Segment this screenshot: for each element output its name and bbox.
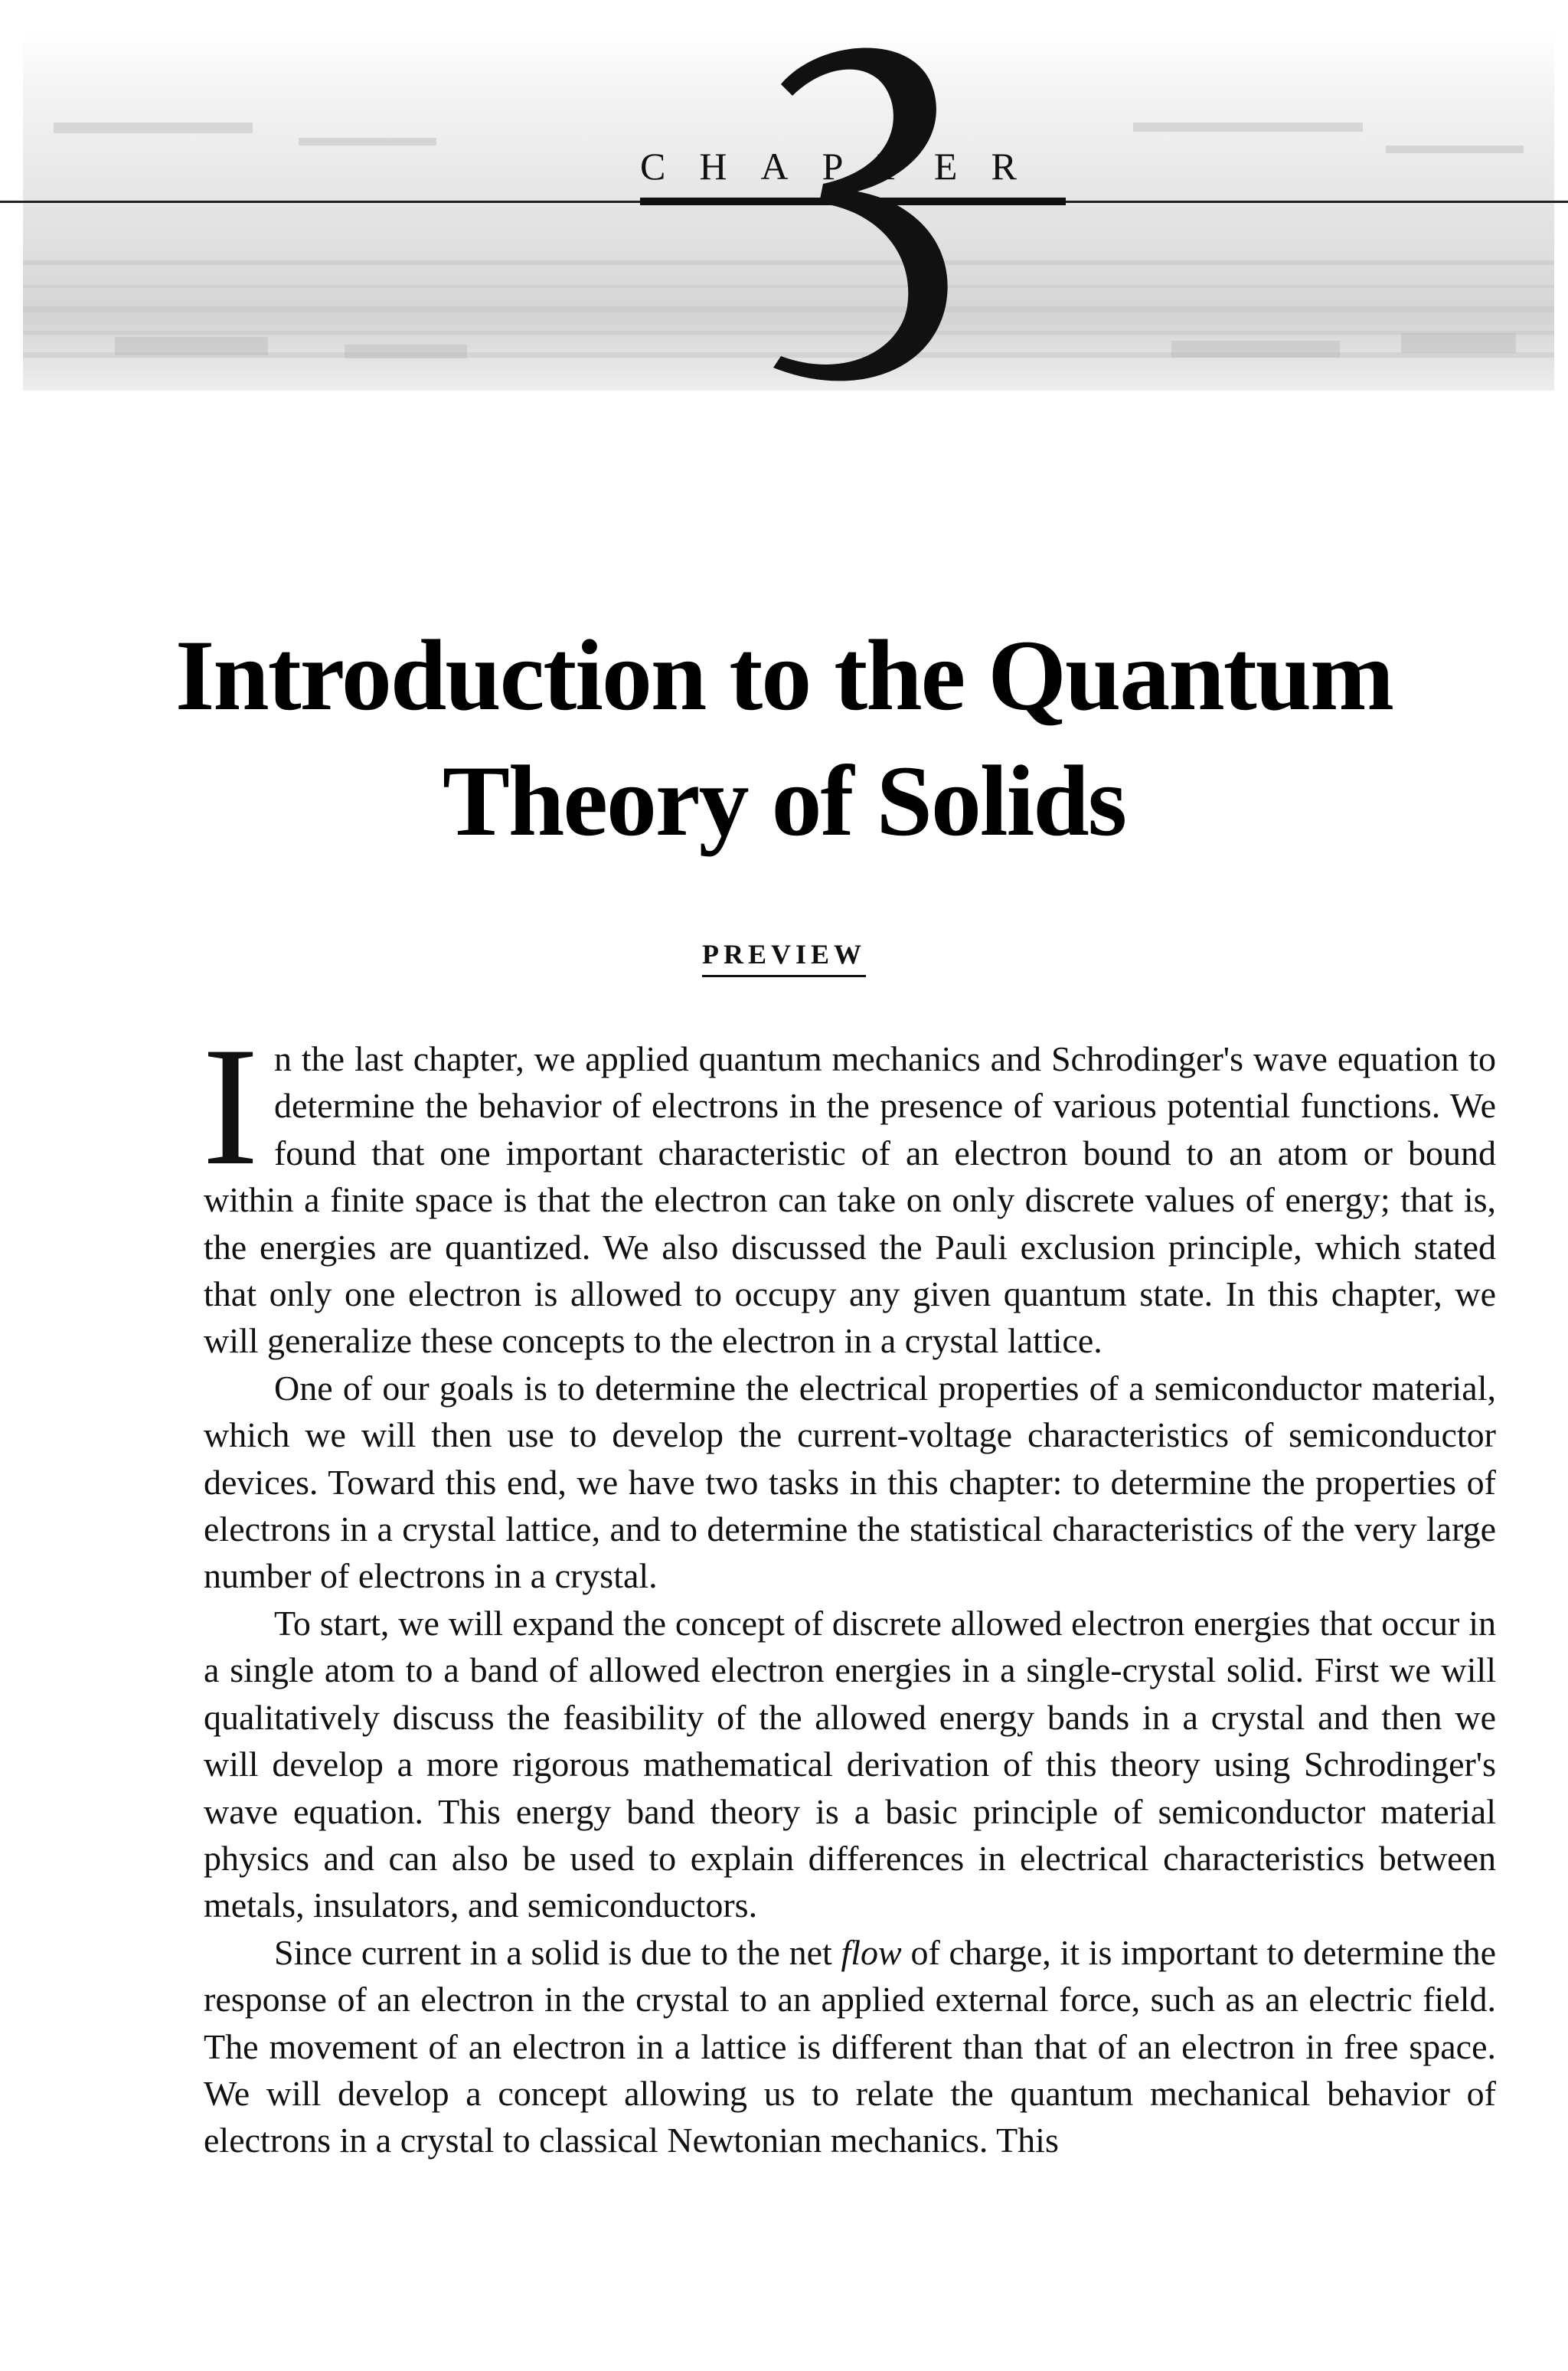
drop-cap: I — [202, 1012, 259, 1201]
chapter-label: CHAPTER — [640, 145, 1050, 188]
paragraph-2: One of our goals is to determine the electrical properties of a semiconductor material, which we will then use to develop the current-voltage characteristics of semiconductor devices. Toward this end, we have two tasks in this chapter: to determine the properties of electrons in a crystal lattice, and to determine the statistical characteristics of the very large number of electrons in a crystal. — [204, 1368, 1496, 1596]
chapter-title — [0, 613, 1568, 864]
chapter-title-line-2: Theory of Solids — [442, 744, 1126, 857]
paragraph-4 — [204, 1929, 1496, 2164]
paragraph-3: To start, we will expand the concept of discrete allowed electron energies that occur in a single atom to a band of allowed electron energies in a single-crystal solid. First we will qualitatively discuss the feasibility of the allowed energy bands in a crystal and then we will develop a more rigorous mathematical derivation of this theory using Schrodinger's wave equation. This energy band theory is a basic principle of semiconductor material physics and can also be used to explain differences in electrical characteristics between metals, insulators, and semiconductors. — [204, 1603, 1496, 1925]
chapter-title-line-1: Introduction to the Quantum — [175, 619, 1393, 731]
preview-heading — [0, 938, 1568, 977]
paragraph-4-text-start: Since current in a solid is due to the net — [274, 1932, 841, 1972]
preview-heading-text: PREVIEW — [702, 938, 866, 977]
paragraph-1 — [202, 1012, 1496, 1365]
paragraph-4-emphasis: flow — [841, 1932, 902, 1972]
paragraph-4-text-end: of charge, it is important to determine the response of an electron in the crystal to an applied external force, such as an electric field. The movement of an electron in a lattice is different than that of an electron in free space. We will develop a concept allowing us to relate the quantum mechanical behavior of electrons in a crystal to classical Newtonian mechanics. This — [204, 1932, 1496, 2160]
body-text — [202, 1012, 1496, 2164]
paragraph-1-text: n the last chapter, we applied quantum mechanics and Schrodinger's wave equation to determine the behavior of electrons in the presence of various potential functions. We found that one important characteristic of an electron bound to an atom or bound within a finite space is that the electron can take on only discrete values of energy; that is, the energies are quantized. We also discussed the Pauli exclusion principle, which stated that only one electron is allowed to occupy any given quantum state. In this chapter, we will generalize these concepts to the electron in a crystal lattice. — [204, 1039, 1496, 1361]
chapter-number-graphic — [727, 31, 980, 391]
